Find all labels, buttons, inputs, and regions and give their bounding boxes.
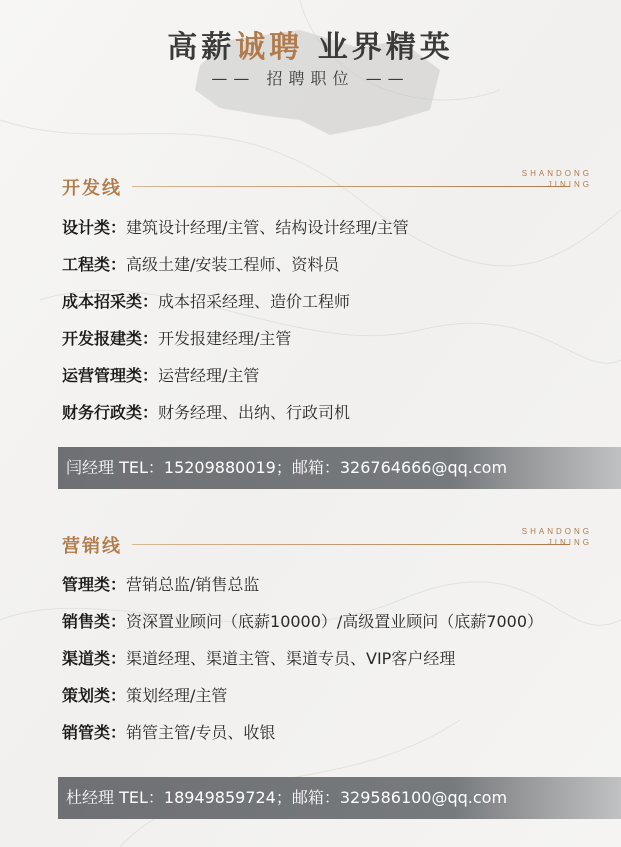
position-list: 销管主管/专员、收银	[126, 723, 276, 742]
section-divider	[132, 186, 570, 187]
location-line-2: JINING	[547, 180, 592, 189]
location-line-1: SHANDONG	[521, 527, 592, 536]
title-part1: 高薪	[167, 30, 236, 65]
page-title	[0, 22, 621, 66]
position-category: 销管类：	[62, 723, 127, 742]
section-header-marketing	[62, 527, 602, 560]
position-category: 策划类：	[62, 686, 127, 705]
position-category: 管理类：	[62, 575, 127, 594]
position-list: 成本招采经理、造价工程师	[158, 292, 351, 311]
location-tag	[522, 526, 592, 548]
position-list: 资深置业顾问（底薪10000）/高级置业顾问（底薪7000）	[126, 612, 544, 631]
position-list: 高级土建/安装工程师、资料员	[126, 255, 340, 274]
position-category: 销售类：	[62, 612, 127, 631]
location-line-1: SHANDONG	[521, 169, 592, 178]
title-part2: 业界精英	[317, 30, 454, 65]
contact-bar-development: 闫经理 TEL：15209880019；邮箱：326764666@qq.com	[58, 447, 621, 489]
position-list: 渠道经理、渠道主管、渠道专员、VIP客户经理	[126, 649, 456, 668]
list-item	[62, 686, 227, 706]
position-list: 策划经理/主管	[126, 686, 228, 705]
section-label: 开发线	[62, 178, 122, 199]
position-category: 财务行政类：	[62, 403, 159, 422]
list-item	[62, 723, 275, 743]
list-item	[62, 366, 259, 386]
list-item	[62, 255, 339, 275]
position-category: 开发报建类：	[62, 329, 159, 348]
location-tag	[522, 168, 592, 190]
section-divider	[132, 544, 570, 545]
section-label: 营销线	[62, 536, 122, 557]
list-item	[62, 218, 409, 238]
list-item	[62, 403, 350, 423]
position-category: 运营管理类：	[62, 366, 159, 385]
list-item	[62, 575, 259, 595]
position-list: 财务经理、出纳、行政司机	[158, 403, 351, 422]
list-item	[62, 329, 291, 349]
position-list: 开发报建经理/主管	[158, 329, 292, 348]
location-line-2: JINING	[547, 538, 592, 547]
position-list: 建筑设计经理/主管、结构设计经理/主管	[126, 218, 409, 237]
position-list: 营销总监/销售总监	[126, 575, 260, 594]
position-list: 运营经理/主管	[158, 366, 260, 385]
page-subtitle: —— 招聘职位 ——	[211, 69, 410, 88]
list-item	[62, 612, 543, 632]
title-accent: 诚聘	[235, 30, 304, 65]
list-item	[62, 292, 350, 312]
position-category: 设计类：	[62, 218, 127, 237]
section-header-development	[62, 169, 602, 202]
position-category: 工程类：	[62, 255, 127, 274]
position-category: 成本招采类：	[62, 292, 159, 311]
list-item	[62, 649, 455, 669]
contact-bar-marketing: 杜经理 TEL：18949859724；邮箱：329586100@qq.com	[58, 777, 621, 819]
position-category: 渠道类：	[62, 649, 127, 668]
